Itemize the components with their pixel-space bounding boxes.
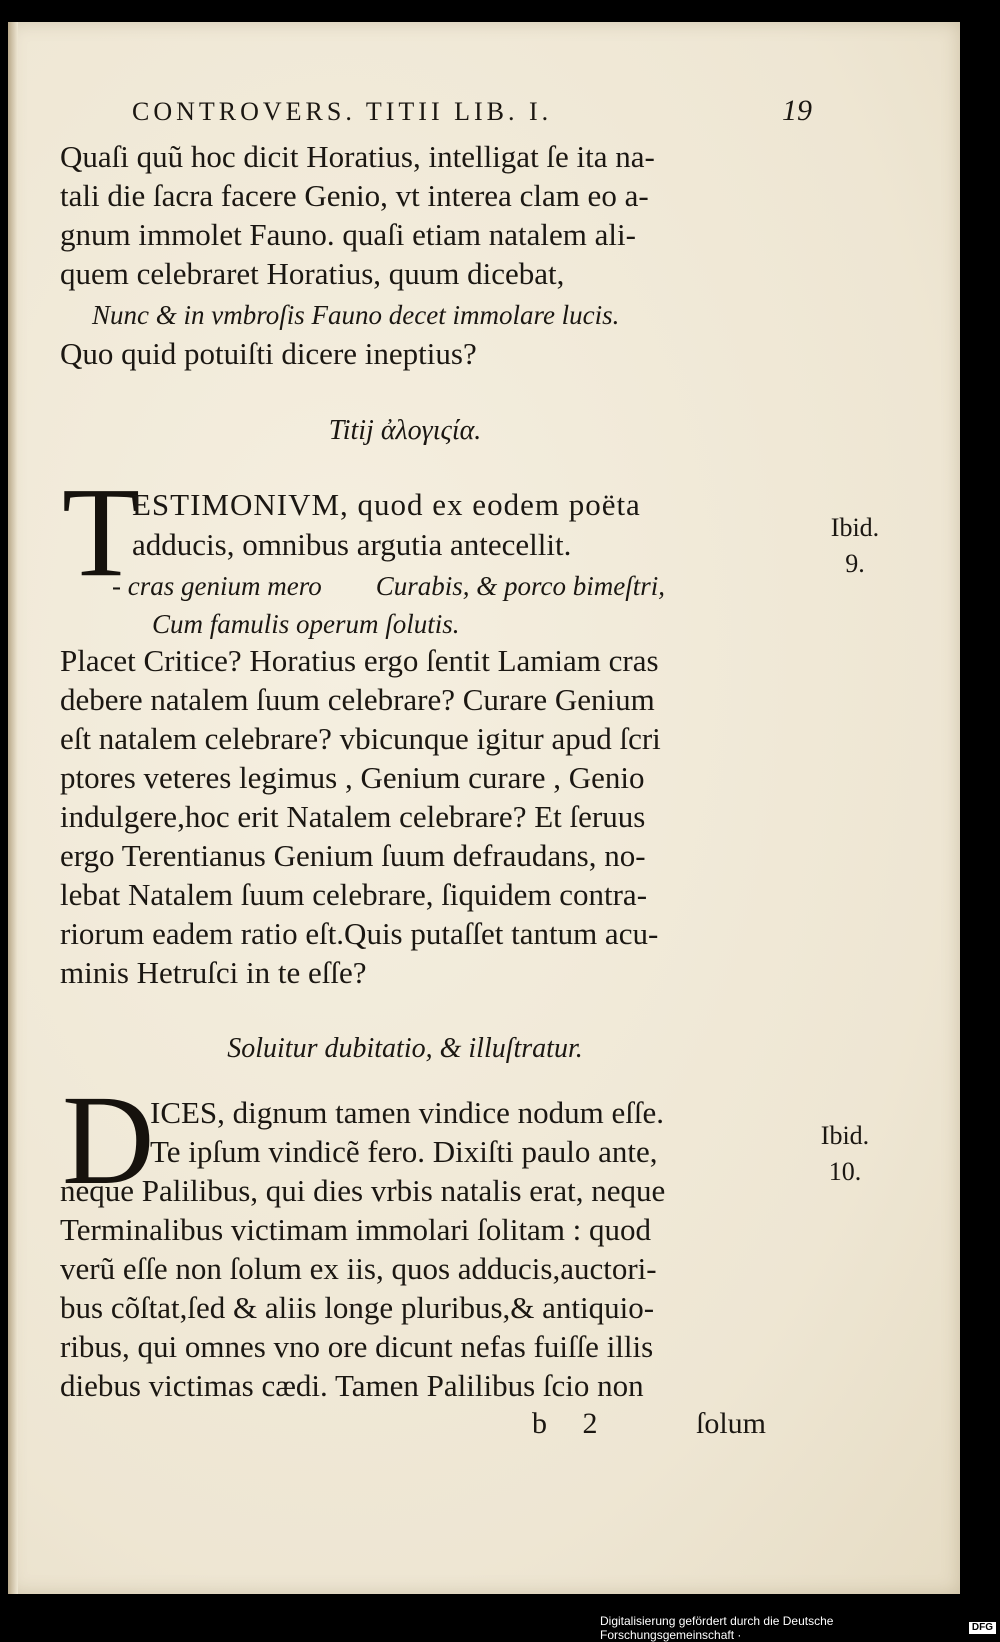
text-line: ribus, qui omnes vno ore dicunt nefas fuiſſe illis	[60, 1329, 654, 1364]
margin-note	[810, 1118, 880, 1190]
margin-note-number: 10.	[828, 1157, 862, 1186]
verse-quote: - cras genium mero Curabis, & porco bimeſtri,	[112, 571, 665, 601]
verse-quote: Cum famulis operum ſolutis.	[152, 609, 460, 639]
drop-cap: T	[62, 461, 141, 603]
text-line: quem celebraret Horatius, quum dicebat,	[60, 256, 565, 291]
drop-cap: D	[62, 1069, 155, 1211]
margin-note-label: Ibid.	[820, 1121, 870, 1150]
text-line: Quo quid potuiſti dicere ineptius?	[60, 336, 477, 371]
text-line: riorum eadem ratio eſt.Quis putaſſet tantum acu-	[60, 916, 659, 951]
margin-note	[820, 510, 890, 582]
text-line: neque Palilibus, qui dies vrbis natalis erat, neque	[60, 1173, 666, 1208]
verse-quote: Nunc & in vmbroſis Fauno decet immolare lucis.	[92, 300, 620, 330]
text-line: lebat Natalem ſuum celebrare, ſiquidem contra-	[60, 877, 648, 912]
text-line: Quaſi quũ hoc dicit Horatius, intelligat ſe ita na-	[60, 139, 655, 174]
text-line: verũ eſſe non ſolum ex iis, quos adducis,auctori-	[60, 1251, 657, 1286]
text-line: ergo Terentianus Genium ſuum defraudans, no-	[60, 838, 646, 873]
book-page	[8, 22, 960, 1594]
text-line: ESTIMONIVM, quod ex eodem poëta	[132, 487, 641, 522]
text-line: Placet Critice? Horatius ergo ſentit Lamiam cras	[60, 643, 659, 678]
text-line: ptores veteres legimus , Genium curare , Genio	[60, 760, 645, 795]
section-heading: Titij ἀλογιςία.	[328, 415, 482, 446]
text-line: adducis, omnibus argutia antecellit.	[132, 527, 572, 562]
text-line: debere natalem ſuum celebrare? Curare Genium	[60, 682, 655, 717]
text-line: diebus victimas cædi. Tamen Palilibus ſcio non	[60, 1368, 644, 1403]
catchword: ſolum	[696, 1407, 767, 1440]
section-heading: Soluitur dubitatio, & illuſtratur.	[227, 1033, 583, 1064]
text-line: ICES, dignum tamen vindice nodum eſſe.	[150, 1095, 664, 1130]
text-line: Te ipſum vindicẽ fero. Dixiſti paulo ante,	[150, 1134, 658, 1169]
text-line: bus cõſtat,ſed & aliis longe pluribus,& antiquio-	[60, 1290, 655, 1325]
margin-note-label: Ibid.	[830, 513, 880, 542]
running-header	[132, 94, 812, 128]
digitization-credit-bar	[600, 1614, 1000, 1642]
running-title: CONTROVERS. TITII LIB. I.	[132, 97, 553, 126]
text-line: gnum immolet Fauno. quaſi etiam natalem ali-	[60, 217, 636, 252]
signature-mark: b 2	[532, 1407, 598, 1440]
text-line: minis Hetruſci in te eſſe?	[60, 955, 367, 990]
dfg-logo: DFG	[969, 1622, 996, 1634]
text-line: indulgere,hoc erit Natalem celebrare? Et ſeruus	[60, 799, 646, 834]
margin-note-number: 9.	[845, 549, 865, 578]
page-number: 19	[782, 94, 812, 127]
text-line: Terminalibus victimam immolari ſolitam : quod	[60, 1212, 652, 1247]
page-spine-shadow	[8, 22, 18, 1594]
text-line: tali die ſacra facere Genio, vt interea clam eo a-	[60, 178, 649, 213]
text-line: eſt natalem celebrare? vbicunque igitur apud ſcri	[60, 721, 661, 756]
credit-text: Digitalisierung gefördert durch die Deutsche Forschungsgemeinschaft ·	[600, 1614, 834, 1642]
